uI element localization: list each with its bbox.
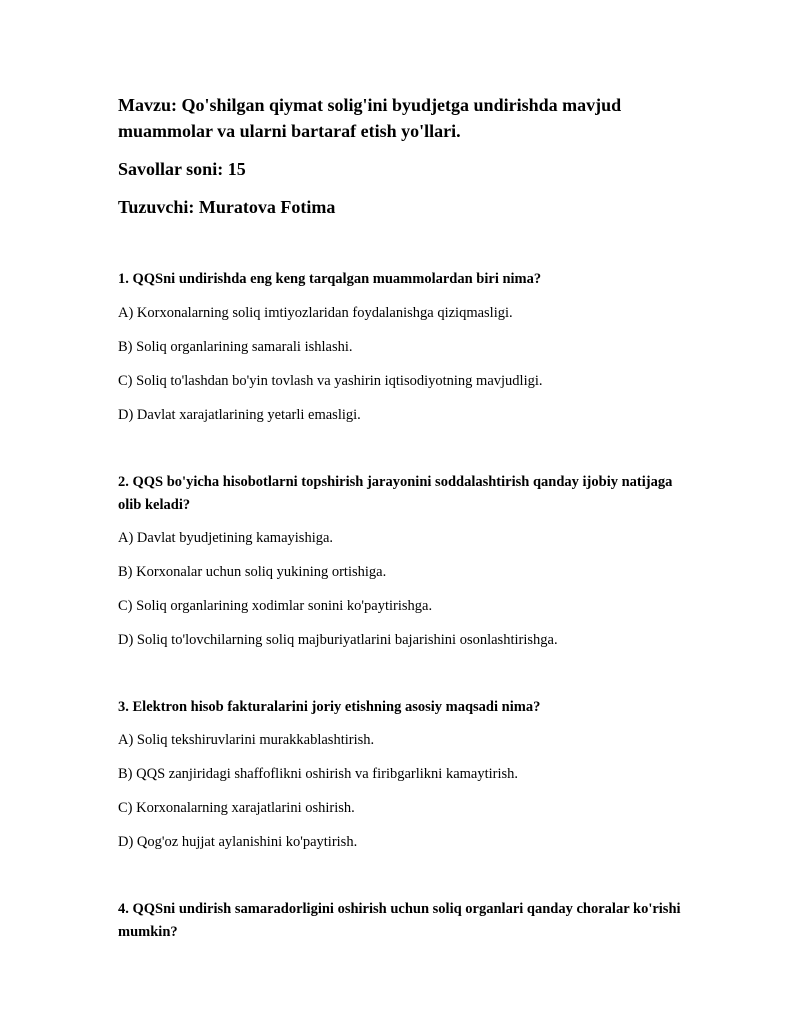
document-author: Tuzuvchi: Muratova Fotima bbox=[118, 197, 336, 217]
answer-option-b: B) QQS zanjiridagi shaffoflikni oshirish va firibgarlikni kamaytirish. bbox=[118, 766, 519, 782]
question-count: Savollar soni: 15 bbox=[118, 159, 246, 179]
question-1 bbox=[118, 268, 688, 425]
question-text: 4. QQSni undirish samaradorligini oshirish uchun soliq organlari qanday choralar ko'rishi mumkin? bbox=[118, 901, 681, 940]
question-4 bbox=[118, 898, 688, 944]
question-text: 1. QQSni undirishda eng keng tarqalgan muammolardan biri nima? bbox=[118, 271, 542, 287]
question-text: 3. Elektron hisob fakturalarini joriy etishning asosiy maqsadi nima? bbox=[118, 699, 541, 715]
answer-option-a: A) Korxonalarning soliq imtiyozlaridan foydalanishga qiziqmasligi. bbox=[118, 305, 513, 321]
question-text: 2. QQS bo'yicha hisobotlarni topshirish jarayonini soddalashtirish qanday ijobiy natijaga olib keladi? bbox=[118, 474, 673, 513]
document-topic: Mavzu: Qo'shilgan qiymat solig'ini byudjetga undirishda mavjud muammolar va ularni bartaraf etish yo'llari. bbox=[118, 95, 622, 141]
answer-option-b: B) Korxonalar uchun soliq yukining ortishiga. bbox=[118, 564, 387, 580]
question-2 bbox=[118, 471, 688, 650]
answer-option-c: C) Soliq organlarining xodimlar sonini ko'paytirishga. bbox=[118, 598, 433, 614]
answer-option-c: C) Korxonalarning xarajatlarini oshirish. bbox=[118, 800, 355, 816]
document-page bbox=[118, 92, 688, 955]
answer-option-a: A) Davlat byudjetining kamayishiga. bbox=[118, 530, 334, 546]
answer-option-d: D) Soliq to'lovchilarning soliq majburiyatlarini bajarishini osonlashtirishga. bbox=[118, 632, 558, 648]
answer-option-c: C) Soliq to'lashdan bo'yin tovlash va yashirin iqtisodiyotning mavjudligi. bbox=[118, 373, 543, 389]
answer-option-d: D) Davlat xarajatlarining yetarli emasligi. bbox=[118, 407, 361, 423]
answer-option-d: D) Qog'oz hujjat aylanishini ko'paytirish. bbox=[118, 834, 358, 850]
answer-option-a: A) Soliq tekshiruvlarini murakkablashtirish. bbox=[118, 732, 375, 748]
question-3 bbox=[118, 696, 688, 852]
answer-option-b: B) Soliq organlarining samarali ishlashi. bbox=[118, 339, 353, 355]
